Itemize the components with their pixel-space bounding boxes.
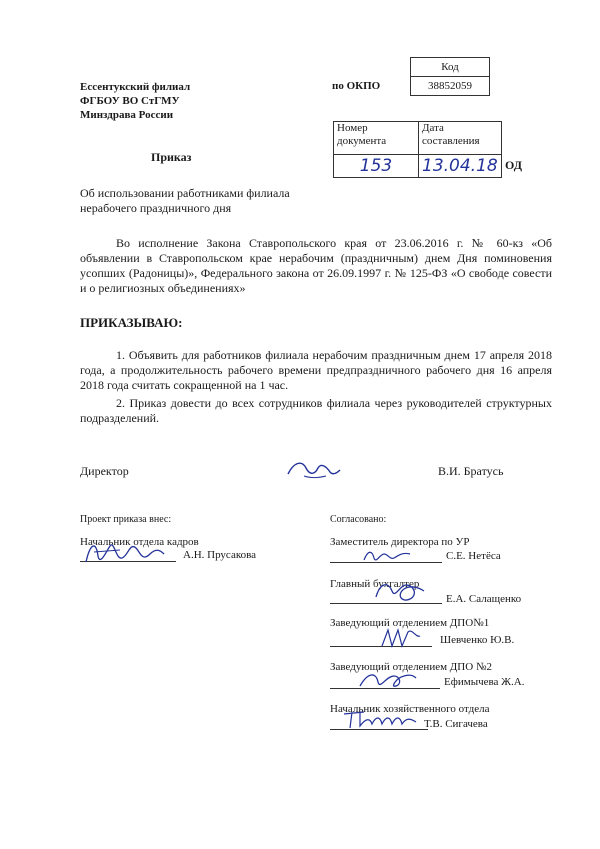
approver-4-name: Ефимычева Ж.А. (444, 676, 525, 688)
code-header: Код (411, 58, 489, 77)
approver-3-position: Заведующий отделением ДПО№1 (330, 617, 490, 629)
approver-5-name: Т.В. Сигачева (424, 718, 488, 730)
org-line-2: ФГБОУ ВО СтГМУ (80, 95, 180, 107)
approver-5-position: Начальник хозяйственного отдела (330, 703, 490, 715)
organization-block (80, 80, 190, 122)
approver-2-signature (370, 575, 430, 605)
subject-line-2: нерабочего праздничного дня (80, 201, 232, 215)
date-header: Дата составления (419, 122, 502, 155)
director-signature (284, 456, 344, 482)
order-title: Приказ (151, 150, 192, 164)
org-line-3: Минздрава России (80, 109, 174, 121)
document-date: 13.04.18 (419, 155, 502, 178)
approver-3-name: Шевченко Ю.В. (440, 634, 515, 646)
approver-1-position: Заместитель директора по УР (330, 536, 470, 548)
order-item-2: 2. Приказ довести до всех сотрудников филиала через руководителей структурных подразделений. (80, 396, 552, 425)
approver-3-signature (376, 624, 426, 652)
code-box (410, 57, 490, 96)
okpo-label: по ОКПО (332, 80, 381, 92)
approver-2-position: Главный бухгалтер (330, 578, 420, 590)
director-title: Директор (80, 464, 129, 478)
approvals-label: Согласовано: (330, 514, 387, 525)
approver-2-name: Е.А. Салащенко (446, 593, 522, 605)
intro-paragraph: Во исполнение Закона Ставропольского края от 23.06.2016 г. № 60-кз «Об объявлении в Ставропольском крае нерабочим (праздничным) днем Дня поминовения усопших (Радоницы)», Федерального закона от 26.09.1997 г. № 125-ФЗ «О свободе совести и о религиозных объединениях» (80, 236, 552, 295)
draft-signature (80, 532, 168, 572)
org-line-1: Ессентукский филиал (80, 81, 191, 93)
order-subject (80, 186, 290, 216)
document-number-date-table (333, 121, 502, 178)
draft-position: Начальник отдела кадров (80, 536, 199, 548)
okpo-code: 38852059 (428, 80, 472, 92)
order-word: ПРИКАЗЫВАЮ: (80, 315, 183, 330)
subject-line-1: Об использовании работниками филиала (80, 186, 290, 200)
document-number: 153 (334, 155, 419, 178)
draft-name: А.Н. Прусакова (183, 549, 257, 561)
draft-label: Проект приказа внес: (80, 514, 172, 525)
number-header: Номер документа (334, 122, 419, 155)
approver-1-name: С.Е. Нетёса (446, 550, 501, 562)
director-name: В.И. Братусь (438, 464, 504, 478)
approver-1-signature (360, 546, 416, 566)
approver-4-position: Заведующий отделением ДПО №2 (330, 661, 492, 673)
approver-4-signature (356, 666, 420, 694)
order-item-1: 1. Объявить для работников филиала нерабочим праздничным днем 17 апреля 2018 года, а продолжительность рабочего времени предпраздничного рабочего дня 16 апреля 2018 года считать сокращенной на 1 час. (80, 348, 552, 392)
approver-5-signature (340, 704, 420, 732)
document-suffix: ОД (505, 158, 522, 172)
